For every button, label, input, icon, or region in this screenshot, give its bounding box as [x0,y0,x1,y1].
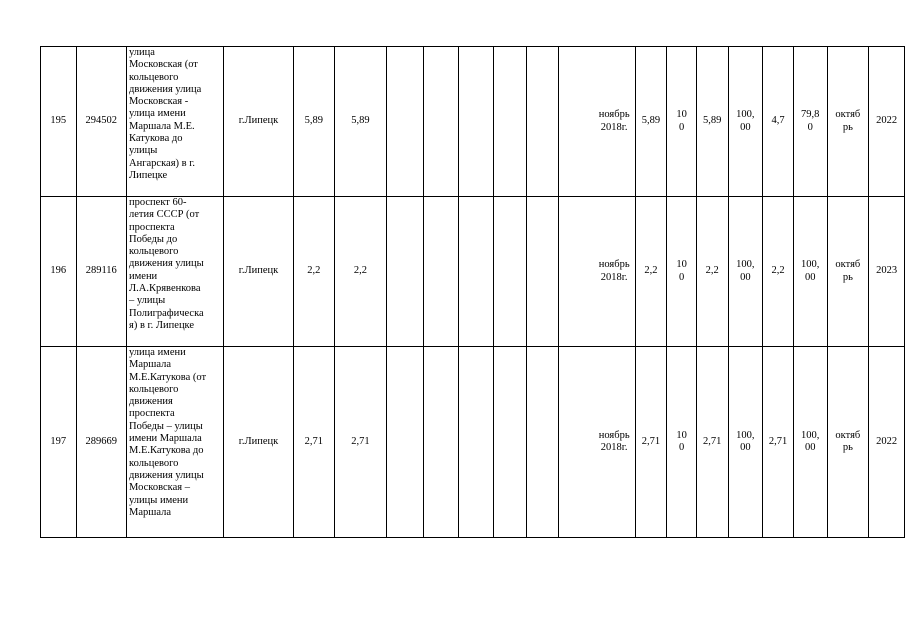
empty-cell [526,47,558,197]
empty-cell [386,197,423,347]
length-total: 2,71 [293,347,334,538]
empty-cell [458,347,493,538]
empty-cell [458,47,493,197]
length-total: 2,2 [293,197,334,347]
empty-cell [493,197,526,347]
percent-1-text: 10 0 [676,429,687,453]
percent-1 [667,47,697,197]
length-total: 5,89 [293,47,334,197]
empty-cell [423,47,458,197]
value-3: 2,71 [763,347,794,538]
percent-1-text: 10 0 [676,259,687,283]
road-id: 289116 [76,197,127,347]
value-2: 2,2 [696,197,728,347]
survey-date [558,347,635,538]
length-regional: 2,71 [334,347,386,538]
row-number: 197 [41,347,77,538]
percent-2-text: 100, 00 [736,259,755,283]
percent-3 [793,47,827,197]
empty-cell [386,347,423,538]
month [827,197,869,347]
table-row [41,47,905,197]
survey-date-text: ноябрь 2018г. [598,429,630,453]
value-2: 5,89 [696,47,728,197]
survey-date [558,197,635,347]
length-regional: 2,2 [334,197,386,347]
road-id: 289669 [76,347,127,538]
survey-date-text: ноябрь 2018г. [598,259,630,283]
length-regional: 5,89 [334,47,386,197]
city: г.Липецк [224,47,293,197]
month [827,47,869,197]
month-text: октяб рь [835,259,861,283]
value-1: 5,89 [635,47,667,197]
year: 2023 [869,197,905,347]
survey-date-text: ноябрь 2018г. [598,109,630,133]
table-row [41,347,905,538]
row-number: 196 [41,197,77,347]
value-3: 2,2 [763,197,794,347]
value-3: 4,7 [763,47,794,197]
empty-cell [386,47,423,197]
year: 2022 [869,347,905,538]
percent-1 [667,347,697,538]
month-text: октяб рь [835,109,861,133]
percent-1-text: 10 0 [676,109,687,133]
road-table [40,46,905,538]
percent-3-text: 79,8 0 [801,109,820,133]
road-id: 294502 [76,47,127,197]
percent-3 [793,347,827,538]
empty-cell [493,347,526,538]
empty-cell [458,197,493,347]
year: 2022 [869,47,905,197]
value-1: 2,71 [635,347,667,538]
empty-cell [423,347,458,538]
percent-3 [793,197,827,347]
month [827,347,869,538]
value-2: 2,71 [696,347,728,538]
percent-1 [667,197,697,347]
percent-3-text: 100, 00 [801,429,820,453]
empty-cell [423,197,458,347]
percent-2 [728,197,763,347]
city: г.Липецк [224,197,293,347]
document-page [40,46,905,538]
month-text: октяб рь [835,429,861,453]
road-address: улица Московская (от кольцевого движения улица Московская - улица имени Маршала М.Е. Катукова до улицы Ангарская) в г. Липецке [127,47,224,197]
empty-cell [493,47,526,197]
road-address: проспект 60- летия СССР (от проспекта Победы до кольцевого движения улицы имени Л.А.Крявенкова – улицы Полиграфическа я) в г. Липецке [127,197,224,347]
value-1: 2,2 [635,197,667,347]
road-address: улица имени Маршала М.Е.Катукова (от кольцевого движения проспекта Победы – улицы имени Маршала М.Е.Катукова до кольцевого движения улицы Московская – улицы имени Маршала [127,347,224,538]
survey-date [558,47,635,197]
table-row [41,197,905,347]
empty-cell [526,197,558,347]
percent-2-text: 100, 00 [736,429,755,453]
percent-3-text: 100, 00 [801,259,820,283]
percent-2 [728,47,763,197]
city: г.Липецк [224,347,293,538]
percent-2 [728,347,763,538]
empty-cell [526,347,558,538]
row-number: 195 [41,47,77,197]
percent-2-text: 100, 00 [736,109,755,133]
